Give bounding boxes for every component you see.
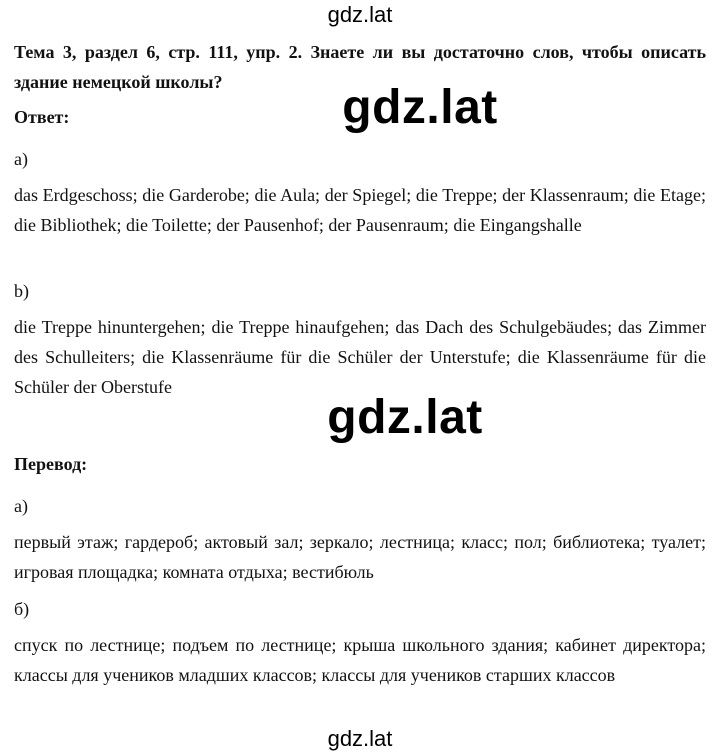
translation-heading: Перевод: [14,454,88,474]
answer-part-a-label: a) [14,149,28,169]
watermark-top: gdz.lat [327,2,393,27]
translation-part-b-label: б) [14,599,30,619]
watermark-large-2: gdz.lat [327,391,483,444]
answer-part-b-text: die Treppe hinuntergehen; die Treppe hinaufgehen; das Dach des Schulgebäudes; das Zimmer des Schulleiters; die Klassenräume für die Schüler der Unterstufe; die Klassenräume für die Schüler der Oberstufe [14,317,706,397]
translation-part-b-text: спуск по лестнице; подъем по лестнице; крыша школьного здания; кабинет директора; классы для учеников младших классов; классы для учеников старших классов [14,635,706,685]
translation-part-a-text: первый этаж; гардероб; актовый зал; зеркало; лестница; класс; пол; библиотека; туалет; игровая площадка; комната отдыха; вестибюль [14,532,706,582]
answer-heading: Ответ: [14,107,70,127]
translation-part-a-label: а) [14,496,28,516]
exercise-title: Тема 3, раздел 6, стр. 111, упр. 2. Знаете ли вы достаточно слов, чтобы описать здание немецкой школы? [14,42,706,92]
watermark-bottom: gdz.lat [327,726,393,751]
watermark-large: gdz.lat [342,81,498,134]
answer-part-a-text: das Erdgeschoss; die Garderobe; die Aula; der Spiegel; die Treppe; der Klassenraum; die Etage; die Bibliothek; die Toilette; der Pausenhof; der Pausenraum; die Eingangshalle [14,185,706,235]
answer-part-b-label: b) [14,281,29,301]
